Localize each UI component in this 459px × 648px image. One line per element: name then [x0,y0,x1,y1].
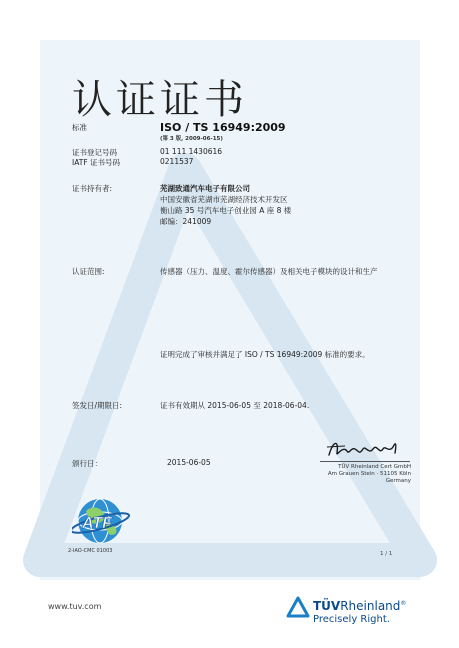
tuv-triangle-logo-icon [286,596,310,620]
scope-value: 传感器（压力、温度、霍尔传感器）及相关电子模块的设计和生产 [160,267,378,276]
iatf-number: 0211537 [160,157,194,166]
holder-address-line2: 衡山路 35 号汽车电子创业园 A 座 8 楼 [160,206,292,215]
tuv-tagline: Precisely Right. [313,614,390,625]
brand-rheinland: Rheinland [340,599,401,613]
standard-value: ISO / TS 16949:2009 [160,121,286,134]
holder-label: 证书持有者: [72,184,113,193]
validity-label: 签发日/期限日: [72,401,123,410]
svg-text:ATF: ATF [82,515,112,532]
holder-name: 芜湖致通汽车电子有限公司 [160,184,250,193]
tuv-brand-name [313,599,406,613]
registration-number: 01 111 1430616 [160,147,223,156]
iatf-globe-logo-icon [72,495,132,547]
standard-label: 标准 [72,123,87,132]
issuer-line3: Germany [385,478,411,484]
standard-edition: (第 3 版, 2009-06-15) [160,136,223,142]
compliance-statement: 证明完成了审核并满足了 ISO / TS 16949:2009 标准的要求。 [160,350,370,359]
holder-address-line1: 中国安徽省芜湖市芜湖经济技术开发区 [160,195,288,204]
registration-label: 证书登记号码 [72,148,117,157]
issuer-line1: TÜV Rheinland Cert GmbH [338,464,411,470]
signature-line [320,461,410,462]
issue-label: 颁行日： [72,459,102,468]
holder-postal: 邮编：241009 [160,217,212,226]
certificate-title: 认证证书 [72,77,248,123]
brand-registered: ® [400,600,407,607]
issue-date: 2015-06-05 [167,458,211,467]
signature-icon [325,437,405,461]
website-link[interactable]: www.tuv.com [48,602,102,611]
accreditation-number: 2-IAO-CMC 01003 [68,548,113,554]
validity-value: 证书有效期从 2015-06-05 至 2018-06-04. [160,401,310,410]
page-number: 1 / 1 [380,551,393,557]
brand-tuv: TÜV [313,599,341,613]
iatf-label: IATF 证书号码 [72,158,121,167]
issuer-line2: Am Grauen Stein · 51105 Köln [327,471,411,477]
scope-label: 认证范围: [72,267,105,276]
